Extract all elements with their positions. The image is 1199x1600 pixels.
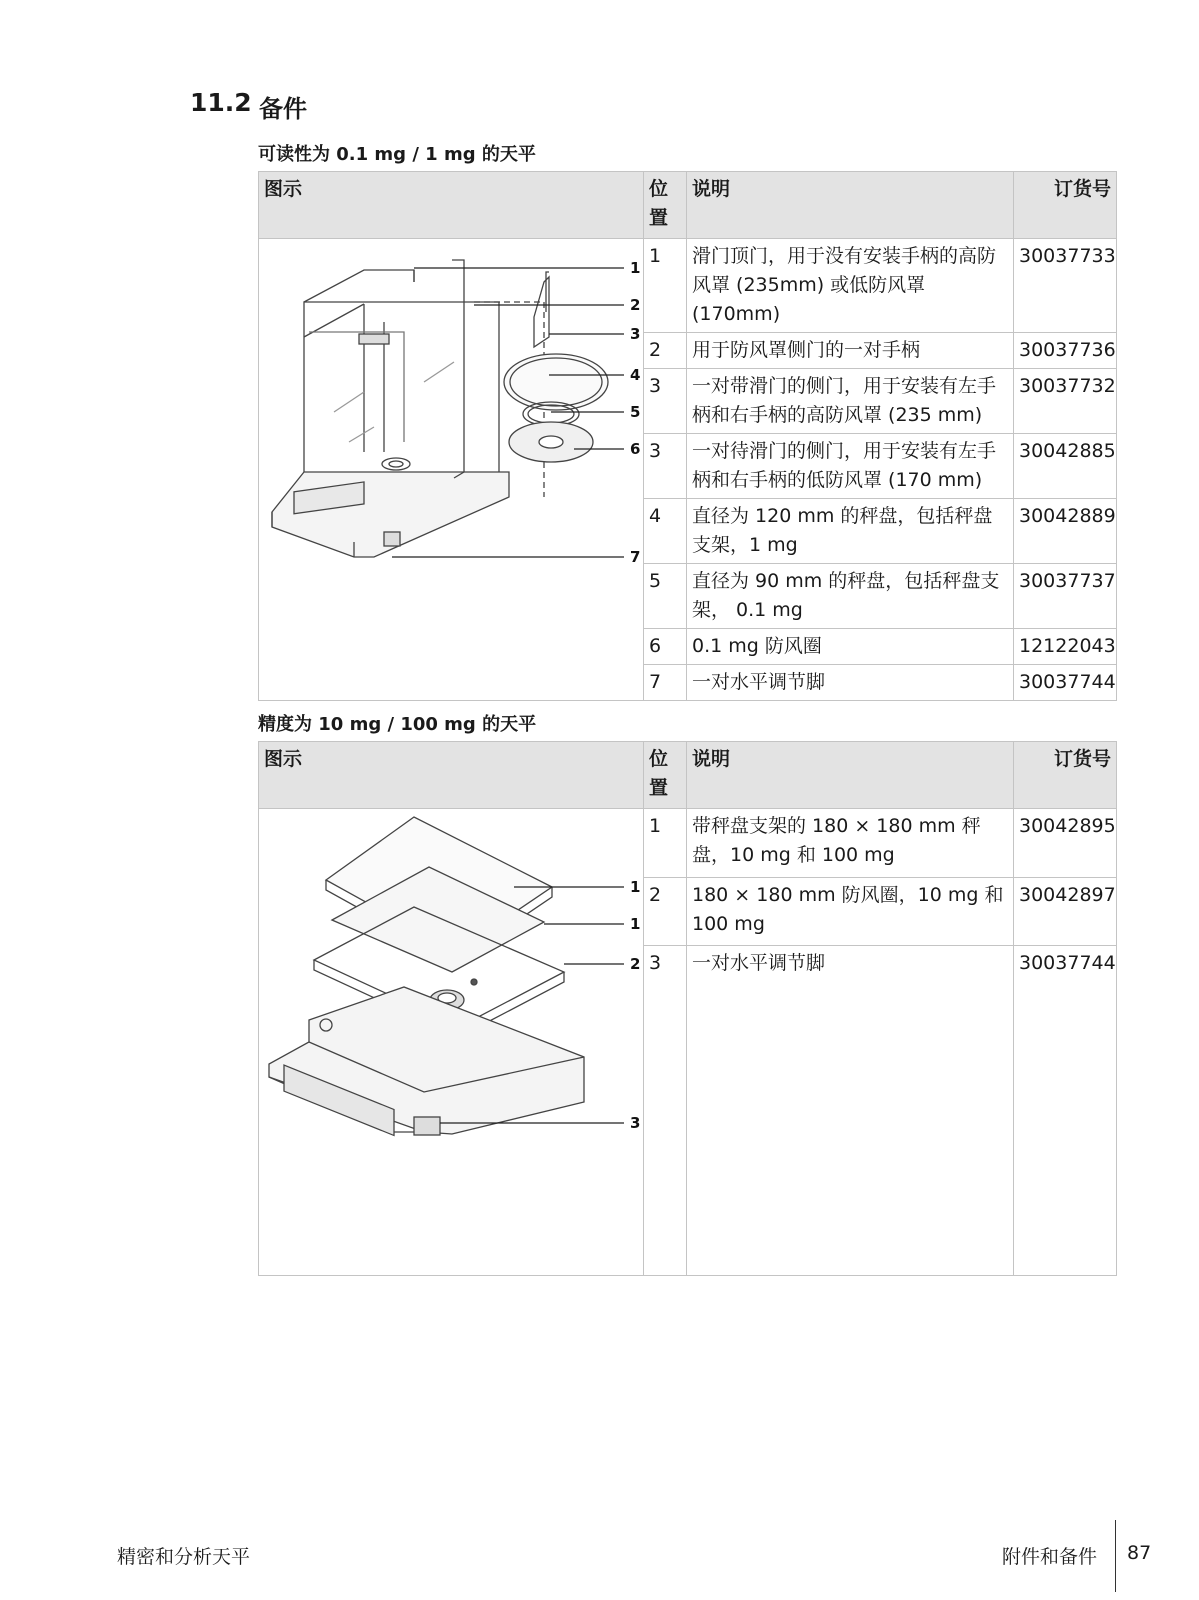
callout-2: 2	[630, 296, 641, 314]
header-position: 位置	[644, 742, 687, 809]
row-order-number: 30042897	[1014, 877, 1117, 946]
row-order-number: 30037744	[1014, 946, 1117, 1276]
footer-divider	[1115, 1520, 1116, 1592]
figure-cell	[259, 809, 644, 1276]
callout-1-pan: 1	[630, 878, 641, 896]
callout-3: 3	[630, 325, 641, 343]
row-position: 2	[644, 333, 687, 369]
spare-parts-table-2	[258, 741, 1117, 1276]
table-row	[259, 239, 1117, 333]
row-description: 一对带滑门的侧门，用于安装有左手柄和右手柄的高防风罩 (235 mm)	[687, 369, 1014, 434]
section-number: 11.2	[190, 88, 252, 117]
row-order-number: 30037732	[1014, 369, 1117, 434]
row-description: 滑门顶门，用于没有安装手柄的高防风罩 (235mm) 或低防风罩 (170mm)	[687, 239, 1014, 333]
callout-5: 5	[630, 403, 641, 421]
row-description: 一对水平调节脚	[687, 665, 1014, 701]
table-header-row	[259, 172, 1117, 239]
callout-7: 7	[630, 548, 641, 566]
table1-subtitle: 可读性为 0.1 mg / 1 mg 的天平	[258, 144, 536, 165]
header-description: 说明	[687, 742, 1014, 809]
callout-2: 2	[630, 955, 641, 973]
callout-4: 4	[630, 366, 641, 384]
callout-6: 6	[630, 440, 641, 458]
row-position: 2	[644, 877, 687, 946]
header-order-number: 订货号	[1014, 742, 1117, 809]
footer-document-title: 精密和分析天平	[117, 1546, 251, 1568]
header-description: 说明	[687, 172, 1014, 239]
row-order-number: 12122043	[1014, 629, 1117, 665]
row-description: 直径为 120 mm 的秤盘，包括秤盘支架，1 mg	[687, 499, 1014, 564]
table-row	[259, 809, 1117, 878]
row-position: 5	[644, 564, 687, 629]
row-position: 3	[644, 946, 687, 1276]
row-position: 3	[644, 434, 687, 499]
page-number: 87	[1127, 1542, 1152, 1564]
row-position: 1	[644, 239, 687, 333]
section-title: 备件	[259, 95, 307, 123]
row-order-number: 30042885	[1014, 434, 1117, 499]
row-position: 7	[644, 665, 687, 701]
row-position: 6	[644, 629, 687, 665]
header-figure: 图示	[259, 742, 644, 809]
header-figure: 图示	[259, 172, 644, 239]
row-position: 4	[644, 499, 687, 564]
header-position: 位置	[644, 172, 687, 239]
row-order-number: 30037744	[1014, 665, 1117, 701]
row-description: 一对水平调节脚	[687, 946, 1014, 1276]
row-description: 直径为 90 mm 的秤盘，包括秤盘支架， 0.1 mg	[687, 564, 1014, 629]
footer-chapter: 附件和备件	[1002, 1546, 1098, 1568]
row-order-number: 30037733	[1014, 239, 1117, 333]
row-order-number: 30037737	[1014, 564, 1117, 629]
row-order-number: 30042889	[1014, 499, 1117, 564]
analytical-balance-illustration	[264, 242, 649, 697]
spare-parts-table-1	[258, 171, 1117, 701]
table-header-row	[259, 742, 1117, 809]
precision-balance-illustration	[264, 812, 649, 1272]
header-order-number: 订货号	[1014, 172, 1117, 239]
row-description: 一对待滑门的侧门，用于安装有左手柄和右手柄的低防风罩 (170 mm)	[687, 434, 1014, 499]
callout-1: 1	[630, 259, 641, 277]
table2-subtitle: 精度为 10 mg / 100 mg 的天平	[258, 714, 537, 735]
callout-3: 3	[630, 1114, 641, 1132]
row-order-number: 30037736	[1014, 333, 1117, 369]
row-position: 1	[644, 809, 687, 878]
row-description: 0.1 mg 防风圈	[687, 629, 1014, 665]
figure-cell	[259, 239, 644, 701]
callout-1-support: 1	[630, 915, 641, 933]
row-description: 180 × 180 mm 防风圈，10 mg 和 100 mg	[687, 877, 1014, 946]
row-order-number: 30042895	[1014, 809, 1117, 878]
row-description: 用于防风罩侧门的一对手柄	[687, 333, 1014, 369]
row-description: 带秤盘支架的 180 × 180 mm 秤盘，10 mg 和 100 mg	[687, 809, 1014, 878]
row-position: 3	[644, 369, 687, 434]
